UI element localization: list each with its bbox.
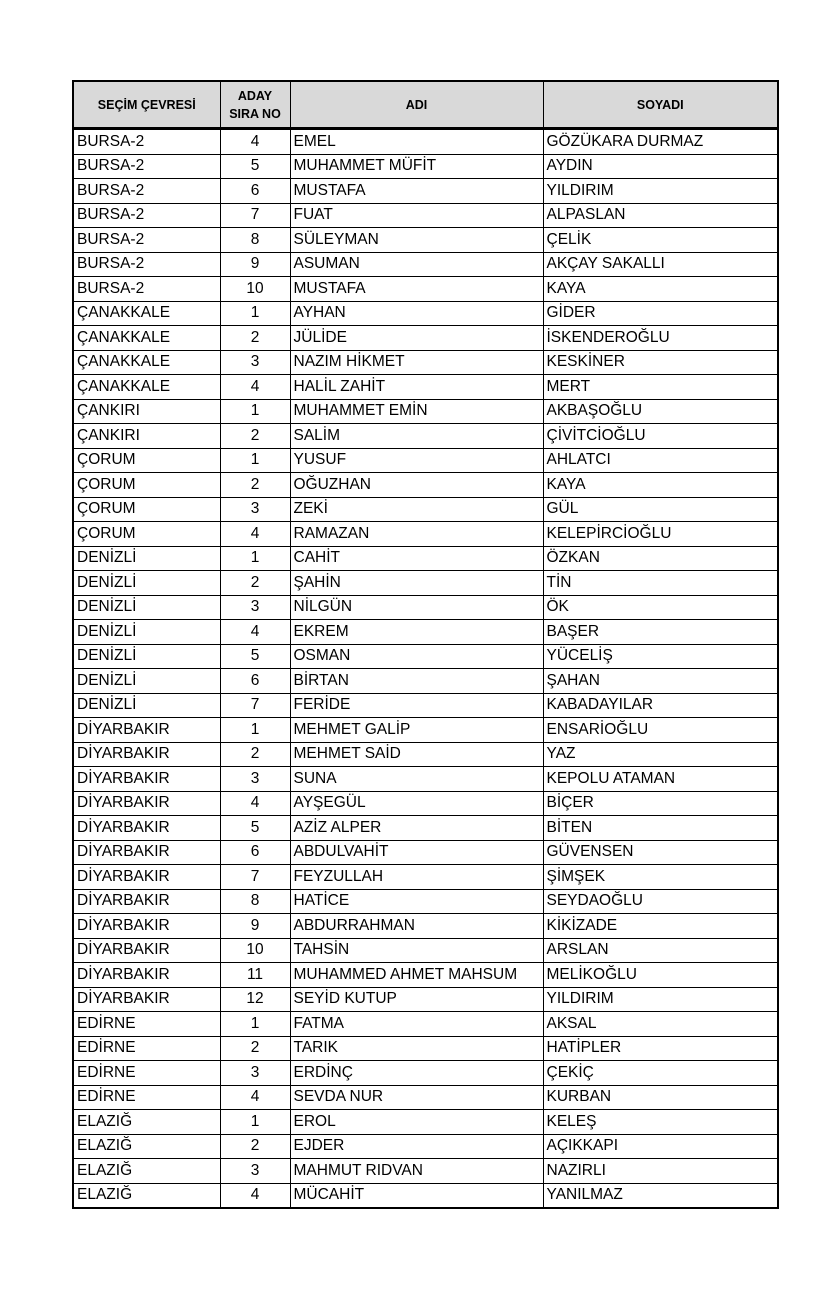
cell-name: MAHMUT RIDVAN [290,1159,543,1184]
cell-name: MUHAMMET EMİN [290,399,543,424]
cell-name: AZİZ ALPER [290,816,543,841]
cell-candidate-order: 1 [220,718,290,743]
cell-district: ÇORUM [73,473,220,498]
cell-name: FEYZULLAH [290,865,543,890]
cell-name: BİRTAN [290,669,543,694]
cell-surname: YAZ [543,742,778,767]
cell-surname: ALPASLAN [543,203,778,228]
cell-district: EDİRNE [73,1085,220,1110]
cell-surname: ÖK [543,595,778,620]
table-row [73,1110,778,1135]
cell-name: MUSTAFA [290,179,543,204]
cell-candidate-order: 5 [220,816,290,841]
cell-name: SÜLEYMAN [290,228,543,253]
cell-district: BURSA-2 [73,154,220,179]
cell-district: DENİZLİ [73,595,220,620]
header-candidate-order [220,81,290,129]
cell-candidate-order: 2 [220,473,290,498]
table-row [73,1036,778,1061]
cell-surname: ÇİVİTCİOĞLU [543,424,778,449]
table-row [73,987,778,1012]
table-row [73,350,778,375]
cell-district: ÇANKIRI [73,424,220,449]
cell-name: MÜCAHİT [290,1183,543,1208]
cell-name: FATMA [290,1012,543,1037]
cell-name: HALİL ZAHİT [290,375,543,400]
cell-name: MUHAMMET MÜFİT [290,154,543,179]
cell-candidate-order: 3 [220,350,290,375]
cell-surname: GİDER [543,301,778,326]
cell-surname: AHLATCI [543,448,778,473]
table-row [73,620,778,645]
table-row [73,424,778,449]
cell-name: NİLGÜN [290,595,543,620]
cell-surname: GÜL [543,497,778,522]
cell-district: EDİRNE [73,1012,220,1037]
cell-surname: AKÇAY SAKALLI [543,252,778,277]
cell-surname: ÖZKAN [543,546,778,571]
cell-candidate-order: 6 [220,179,290,204]
cell-candidate-order: 10 [220,938,290,963]
cell-surname: KESKİNER [543,350,778,375]
cell-candidate-order: 3 [220,1061,290,1086]
cell-name: MUSTAFA [290,277,543,302]
table-row [73,546,778,571]
cell-district: ÇORUM [73,522,220,547]
cell-surname: NAZIRLI [543,1159,778,1184]
table-row [73,914,778,939]
table-row [73,228,778,253]
table-row [73,889,778,914]
cell-candidate-order: 3 [220,1159,290,1184]
cell-district: DENİZLİ [73,620,220,645]
cell-district: ELAZIĞ [73,1110,220,1135]
cell-name: EMEL [290,129,543,155]
table-row [73,1134,778,1159]
cell-surname: KAYA [543,473,778,498]
table-row [73,1061,778,1086]
cell-candidate-order: 2 [220,1134,290,1159]
table-row [73,742,778,767]
cell-name: ABDULVAHİT [290,840,543,865]
table-row [73,522,778,547]
cell-name: ŞAHİN [290,571,543,596]
cell-surname: MERT [543,375,778,400]
table-row [73,252,778,277]
cell-district: DİYARBAKIR [73,742,220,767]
header-candidate-order-line2: SIRA NO [229,106,281,121]
table-row [73,1183,778,1208]
cell-surname: SEYDAOĞLU [543,889,778,914]
cell-candidate-order: 2 [220,1036,290,1061]
cell-name: EROL [290,1110,543,1135]
cell-name: FUAT [290,203,543,228]
cell-name: JÜLİDE [290,326,543,351]
cell-district: BURSA-2 [73,203,220,228]
cell-name: TARIK [290,1036,543,1061]
table-row [73,595,778,620]
cell-name: MUHAMMED AHMET MAHSUM [290,963,543,988]
cell-district: DENİZLİ [73,644,220,669]
cell-surname: KİKİZADE [543,914,778,939]
table-row [73,375,778,400]
cell-surname: ENSARİOĞLU [543,718,778,743]
cell-candidate-order: 3 [220,595,290,620]
cell-district: DENİZLİ [73,669,220,694]
cell-district: DİYARBAKIR [73,889,220,914]
cell-candidate-order: 2 [220,742,290,767]
cell-district: DİYARBAKIR [73,718,220,743]
cell-district: ÇANAKKALE [73,301,220,326]
cell-candidate-order: 6 [220,840,290,865]
cell-district: ÇANAKKALE [73,350,220,375]
cell-surname: ARSLAN [543,938,778,963]
table-row [73,1159,778,1184]
cell-district: ÇORUM [73,448,220,473]
cell-candidate-order: 8 [220,889,290,914]
cell-district: ÇANKIRI [73,399,220,424]
table-header [73,81,778,129]
header-name: ADI [290,81,543,129]
cell-name: RAMAZAN [290,522,543,547]
cell-district: DİYARBAKIR [73,865,220,890]
cell-candidate-order: 4 [220,620,290,645]
cell-district: ELAZIĞ [73,1183,220,1208]
cell-surname: GÜVENSEN [543,840,778,865]
cell-district: DİYARBAKIR [73,840,220,865]
cell-district: ELAZIĞ [73,1134,220,1159]
cell-surname: YILDIRIM [543,179,778,204]
cell-candidate-order: 5 [220,154,290,179]
cell-name: AYŞEGÜL [290,791,543,816]
cell-district: DİYARBAKIR [73,987,220,1012]
table-row [73,277,778,302]
cell-surname: YANILMAZ [543,1183,778,1208]
cell-name: ABDURRAHMAN [290,914,543,939]
cell-district: BURSA-2 [73,252,220,277]
cell-name: SEVDA NUR [290,1085,543,1110]
cell-district: EDİRNE [73,1061,220,1086]
cell-candidate-order: 8 [220,228,290,253]
cell-district: DİYARBAKIR [73,938,220,963]
cell-candidate-order: 4 [220,1085,290,1110]
cell-surname: TİN [543,571,778,596]
table-row [73,644,778,669]
cell-district: DİYARBAKIR [73,963,220,988]
cell-district: DİYARBAKIR [73,767,220,792]
cell-surname: YÜCELİŞ [543,644,778,669]
cell-name: ERDİNÇ [290,1061,543,1086]
table-row [73,154,778,179]
cell-name: SEYİD KUTUP [290,987,543,1012]
cell-candidate-order: 5 [220,644,290,669]
cell-surname: AYDIN [543,154,778,179]
cell-district: ELAZIĞ [73,1159,220,1184]
cell-surname: KELEPİRCİOĞLU [543,522,778,547]
cell-district: EDİRNE [73,1036,220,1061]
cell-district: DENİZLİ [73,546,220,571]
cell-surname: KAYA [543,277,778,302]
header-row [73,81,778,129]
table-row [73,1085,778,1110]
cell-candidate-order: 4 [220,129,290,155]
cell-candidate-order: 1 [220,399,290,424]
cell-district: BURSA-2 [73,129,220,155]
table-row [73,326,778,351]
table-body [73,129,778,1209]
candidate-list-table [72,80,779,1209]
cell-candidate-order: 1 [220,1110,290,1135]
cell-candidate-order: 9 [220,252,290,277]
cell-surname: GÖZÜKARA DURMAZ [543,129,778,155]
cell-district: ÇANAKKALE [73,326,220,351]
cell-district: DENİZLİ [73,571,220,596]
table-row [73,693,778,718]
cell-surname: ŞAHAN [543,669,778,694]
cell-district: DENİZLİ [73,693,220,718]
table-row [73,301,778,326]
cell-surname: HATİPLER [543,1036,778,1061]
cell-name: OSMAN [290,644,543,669]
cell-candidate-order: 4 [220,791,290,816]
cell-name: MEHMET GALİP [290,718,543,743]
cell-surname: ŞİMŞEK [543,865,778,890]
cell-surname: ÇEKİÇ [543,1061,778,1086]
cell-district: DİYARBAKIR [73,791,220,816]
cell-surname: AKSAL [543,1012,778,1037]
cell-candidate-order: 7 [220,865,290,890]
cell-name: TAHSİN [290,938,543,963]
table-row [73,448,778,473]
cell-surname: İSKENDEROĞLU [543,326,778,351]
cell-candidate-order: 6 [220,669,290,694]
cell-candidate-order: 7 [220,203,290,228]
cell-candidate-order: 7 [220,693,290,718]
cell-surname: ÇELİK [543,228,778,253]
table-row [73,669,778,694]
cell-name: MEHMET SAİD [290,742,543,767]
cell-candidate-order: 11 [220,963,290,988]
table-row [73,938,778,963]
table-row [73,840,778,865]
cell-name: ASUMAN [290,252,543,277]
table-row [73,399,778,424]
cell-surname: BİÇER [543,791,778,816]
header-surname: SOYADI [543,81,778,129]
table-row [73,571,778,596]
cell-candidate-order: 3 [220,767,290,792]
cell-district: ÇANAKKALE [73,375,220,400]
cell-candidate-order: 1 [220,448,290,473]
cell-surname: KABADAYILAR [543,693,778,718]
cell-district: DİYARBAKIR [73,914,220,939]
table-row [73,473,778,498]
cell-candidate-order: 1 [220,1012,290,1037]
cell-surname: KURBAN [543,1085,778,1110]
cell-candidate-order: 9 [220,914,290,939]
cell-name: FERİDE [290,693,543,718]
cell-name: YUSUF [290,448,543,473]
cell-name: EKREM [290,620,543,645]
cell-name: OĞUZHAN [290,473,543,498]
cell-candidate-order: 2 [220,326,290,351]
cell-candidate-order: 4 [220,1183,290,1208]
cell-name: ZEKİ [290,497,543,522]
cell-candidate-order: 4 [220,522,290,547]
cell-name: SUNA [290,767,543,792]
cell-name: SALİM [290,424,543,449]
table-row [73,203,778,228]
table-row [73,791,778,816]
table-row [73,1012,778,1037]
table-row [73,816,778,841]
table-row [73,497,778,522]
cell-name: EJDER [290,1134,543,1159]
table-row [73,767,778,792]
header-district: SEÇİM ÇEVRESİ [73,81,220,129]
cell-surname: MELİKOĞLU [543,963,778,988]
cell-district: DİYARBAKIR [73,816,220,841]
header-candidate-order-line1: ADAY [237,88,273,103]
cell-candidate-order: 4 [220,375,290,400]
cell-name: CAHİT [290,546,543,571]
cell-surname: KELEŞ [543,1110,778,1135]
cell-surname: BİTEN [543,816,778,841]
cell-surname: YILDIRIM [543,987,778,1012]
table-row [73,179,778,204]
table-row [73,129,778,155]
cell-district: BURSA-2 [73,228,220,253]
cell-name: HATİCE [290,889,543,914]
cell-surname: KEPOLU ATAMAN [543,767,778,792]
cell-candidate-order: 12 [220,987,290,1012]
cell-surname: AÇIKKAPI [543,1134,778,1159]
cell-candidate-order: 2 [220,571,290,596]
cell-candidate-order: 3 [220,497,290,522]
cell-candidate-order: 2 [220,424,290,449]
cell-candidate-order: 10 [220,277,290,302]
cell-district: BURSA-2 [73,179,220,204]
table-row [73,718,778,743]
cell-candidate-order: 1 [220,301,290,326]
cell-district: BURSA-2 [73,277,220,302]
cell-surname: AKBAŞOĞLU [543,399,778,424]
table-row [73,963,778,988]
cell-name: AYHAN [290,301,543,326]
cell-name: NAZIM HİKMET [290,350,543,375]
cell-surname: BAŞER [543,620,778,645]
cell-district: ÇORUM [73,497,220,522]
cell-candidate-order: 1 [220,546,290,571]
table-row [73,865,778,890]
